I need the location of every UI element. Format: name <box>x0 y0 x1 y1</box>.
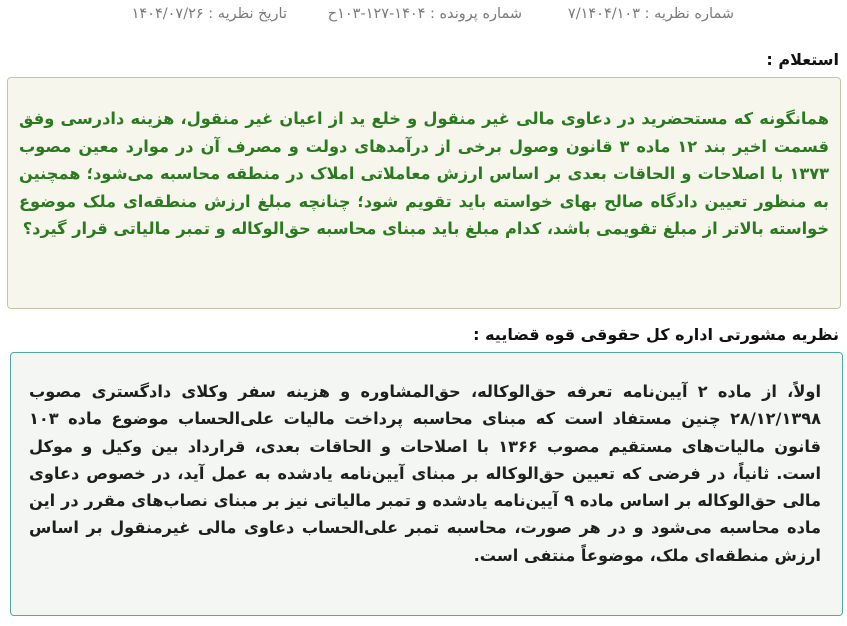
header-meta <box>0 6 847 30</box>
opinion-number: شماره نظریه : ۷/۱۴۰۴/۱۰۳ <box>567 6 734 22</box>
file-number: شماره پرونده : ۱۴۰۴-۱۲۷-۱۰۳ح <box>327 6 522 22</box>
opinion-date: تاریخ نظریه : ۱۴۰۴/۰۷/۲۶ <box>131 6 287 22</box>
opinion-box <box>10 352 843 616</box>
inquiry-label: استعلام : <box>766 50 839 69</box>
opinion-label: نظریه مشورتی اداره کل حقوقی قوه قضاییه : <box>473 325 839 344</box>
opinion-text: اولاً، از ماده ۲ آیین‌نامه تعرفه حق‌الوکاله، حق‌المشاوره و هزینه سفر وکلای دادگستری مصوب ۲۸/۱۲/۱۳۹۸ چنین مستفاد است که مبنای محاسبه پرداخت مالیات علی‌الحساب موضوع ماده ۱۰۳ قانون مالیات‌های مستقیم مصوب ۱۳۶۶ با اصلاحات و الحاقات بعدی، قرارداد بین وکیل و موکل است. ثانیاً، در فرضی که تعیین حق‌الوکاله بر مبنای آیین‌نامه یادشده به عمل آید، در خصوص دعاوی مالی حق‌الوکاله بر اساس ماده ۹ آیین‌نامه یادشده و تمبر مالیاتی نیز بر مبنای نصاب‌های مقرر در این ماده محاسبه می‌شود و در هر صورت، محاسبه تمبر علی‌الحساب دعاوی مالی غیرمنقول بر اساس ارزش منطقه‌ای ملک، موضوعاً منتفی است. <box>29 382 822 565</box>
inquiry-text: همانگونه که مستحضرید در دعاوی مالی غیر منقول و خلع ید از اعیان غیر منقول، هزینه دادرسی وفق قسمت اخیر بند ۱۲ ماده ۳ قانون وصول برخی از درآمدهای دولت و مصرف آن در موارد معین مصوب ۱۳۷۳ با اصلاحات و الحاقات بعدی بر اساس ارزش معاملاتی املاک در منطقه محاسبه می‌شود؛ همچنین به منظور تعیین دادگاه صالح بهای خواسته باید تقویم شود؛ چنانچه مبلغ ارزش منطقه‌ای ملک موضوع خواسته بالاتر از مبلغ تقویمی باشد، کدام مبلغ باید مبنای محاسبه حق‌الوکاله و تمبر مالیاتی قرار گیرد؟ <box>19 109 829 238</box>
inquiry-box <box>7 77 841 309</box>
